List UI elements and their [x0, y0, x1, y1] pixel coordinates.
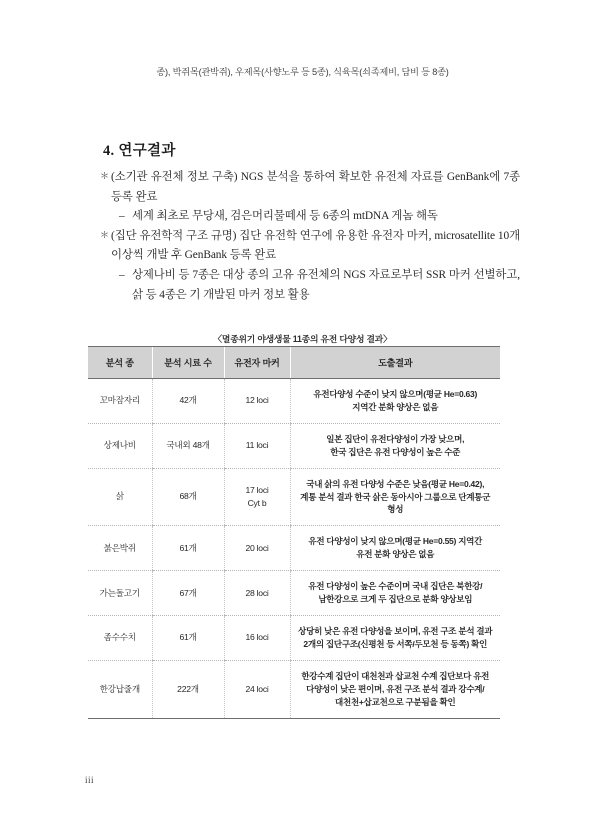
dash-bullet-icon: –: [119, 269, 125, 282]
marker-line: 20 loci: [245, 542, 269, 553]
cell-samples: 68개: [152, 468, 224, 526]
cell-species: 꼬마잠자리: [88, 379, 152, 424]
cell-samples: 국내외 48개: [152, 423, 224, 468]
result-line: 상당히 낮은 유전 다양성을 보이며, 유전 구조 분석 결과: [298, 625, 493, 636]
cell-samples: 61개: [152, 615, 224, 660]
table-row: [88, 660, 500, 718]
genetic-diversity-table: [88, 346, 500, 719]
cell-samples: 61개: [152, 526, 224, 571]
table-row: [88, 615, 500, 660]
marker-line: 24 loci: [245, 683, 269, 694]
cell-samples: 67개: [152, 571, 224, 616]
result-line: 다양성이 낮은 편이며, 유전 구조 분석 결과 강수계/: [306, 683, 485, 694]
cell-species: 가는돌고기: [88, 571, 152, 616]
cell-species: 좀수수치: [88, 615, 152, 660]
table-body: [88, 379, 500, 719]
result-line: 유전다양성 수준이 낮지 않으며(평균 He=0.63): [313, 389, 478, 399]
bullet-text: 상제나비 등 7종은 대상 종의 고유 유전체의 NGS 자료로부터 SSR 마커 선별하고, 삵 등 4종은 기 개발된 마커 정보 활용: [132, 269, 520, 301]
cell-result: [290, 660, 500, 718]
bullet-item: [100, 168, 520, 207]
cell-result: [290, 526, 500, 571]
cell-marker: [224, 468, 290, 526]
marker-line: 11 loci: [245, 440, 269, 451]
bullet-item: [119, 207, 520, 227]
table-row: [88, 379, 500, 424]
cell-species: 한강납줄개: [88, 660, 152, 718]
cell-marker: [224, 379, 290, 424]
result-line: 한국 집단은 유전 다양성이 높은 수준: [330, 446, 461, 457]
asterisk-bullet-icon: ＊: [100, 229, 109, 240]
cell-species: 붉은박쥐: [88, 526, 152, 571]
continuation-text: 종), 박쥐목(관박쥐), 우제목(사향노루 등 5종), 식육목(쇠족제비, 담비 등 8종): [156, 67, 449, 77]
cell-samples: 222개: [152, 660, 224, 718]
table-caption: 〈멸종위기 야생생물 11종의 유전 다양성 결과〉: [213, 334, 392, 344]
cell-marker: [224, 571, 290, 616]
cell-marker: [224, 423, 290, 468]
result-line: 계통 분석 결과 한국 삵은 동아시아 그룹으로 단계통군 형성: [300, 491, 491, 515]
column-header-result: 도출결과: [290, 347, 500, 379]
table-row: [88, 423, 500, 468]
column-header-marker: 유전자 마커: [224, 347, 290, 379]
cell-result: [290, 615, 500, 660]
result-line: 대천천+삽교천으로 구분됨을 확인: [335, 696, 456, 707]
column-header-samples: 분석 시료 수: [152, 347, 224, 379]
table-row: [88, 526, 500, 571]
result-line: 한강수계 집단이 대천천과 삽교천 수계 집단보다 유전: [301, 670, 490, 681]
marker-line: 16 loci: [245, 632, 269, 643]
table-row: [88, 571, 500, 616]
column-header-species: 분석 종: [88, 347, 152, 379]
result-line: 2개의 집단구조(신평천 등 서쪽/두모천 등 동쪽) 확인: [303, 638, 488, 649]
result-line: 일본 집단이 유전다양성이 가장 낮으며,: [326, 433, 465, 444]
result-line: 유전 분화 양상은 없음: [356, 549, 435, 560]
asterisk-bullet-icon: ＊: [100, 171, 109, 181]
bullet-item: [100, 227, 520, 266]
cell-result: [290, 379, 500, 424]
result-line: 유전 다양성이 낮지 않으며(평균 He=0.55) 지역간: [308, 536, 483, 547]
cell-result: [290, 571, 500, 616]
cell-species: 상제나비: [88, 423, 152, 468]
bullet-text: (소기관 유전체 정보 구축) NGS 분석을 통하여 확보한 유전체 자료를 GenBank에 7종 등록 완료: [111, 171, 520, 203]
marker-line: 17 loci: [245, 484, 269, 495]
cell-marker: [224, 526, 290, 571]
marker-line: 12 loci: [245, 395, 269, 406]
result-line: 남한강으로 크게 두 집단으로 분화 양상보임: [318, 594, 473, 605]
bullet-text: (집단 유전학적 구조 규명) 집단 유전학 연구에 유용한 유전자 마커, microsatellite 10개 이상씩 개발 후 GenBank 등록 완료: [111, 229, 520, 262]
table-header-row: [88, 347, 500, 379]
cell-marker: [224, 660, 290, 718]
bullet-list: [100, 168, 520, 305]
cell-samples: 42개: [152, 379, 224, 424]
cell-result: [290, 423, 500, 468]
marker-line: Cyt b: [247, 497, 267, 508]
bullet-text: 세계 최초로 무당새, 검은머리물떼새 등 6종의 mtDNA 게놈 해독: [132, 210, 438, 223]
cell-marker: [224, 615, 290, 660]
result-line: 국내 삵의 유전 다양성 수준은 낮음(평균 He=0.42),: [306, 478, 485, 489]
dash-bullet-icon: –: [119, 210, 125, 223]
result-line: 지역간 분화 양상은 없음: [352, 401, 439, 412]
table-row: [88, 468, 500, 526]
cell-result: [290, 468, 500, 526]
marker-line: 28 loci: [245, 587, 269, 598]
bullet-item: [119, 266, 520, 305]
page-number: iii: [85, 775, 95, 785]
cell-species: 삵: [88, 468, 152, 526]
result-line: 유전 다양성이 높은 수준이며 국내 집단은 북한강/: [308, 581, 483, 592]
page-title: 4. 연구결과: [103, 143, 176, 160]
table-header: [88, 347, 500, 379]
